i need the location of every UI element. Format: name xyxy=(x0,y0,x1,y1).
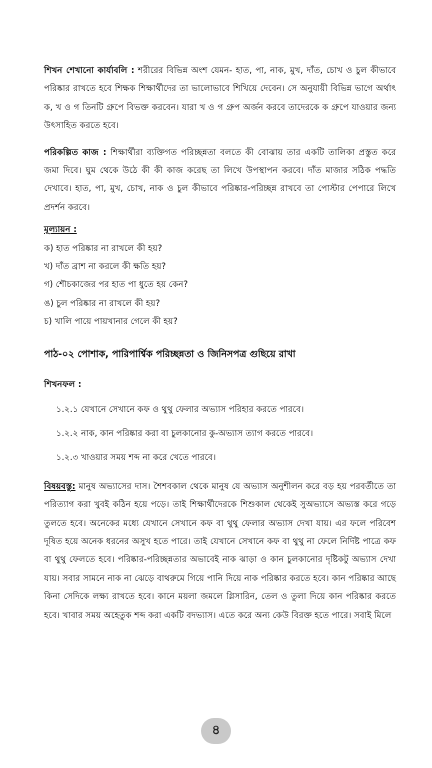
teaching-activities-text: শরীরের বিভিন্ন অংশ যেমন- হাত, পা, নাক, মুখ, দাঁত, চোখ ও চুল কীভাবে পরিষ্কার রাখতে হবে শিক্ষক শিক্ষার্থীদের তা ভালোভাবে শিখিয়ে দেবেন। সে অনুযায়ী বিভিন্ন ভাগে অর্থাৎ ক, খ ও গ তিনটি গ্রুপে বিভক্ত করবেন। যারা খ ও গ গ্রুপ অর্জন করবে তাদেরকে ক গ্রুপে যাওয়ার জন্য উৎসাহিত করতে হবে। xyxy=(44,66,396,132)
learning-outcomes-title: শিখনফল : xyxy=(44,380,82,391)
content-text: মানুষ অভ্যাসের দাস। শৈশবকাল থেকে মানুষ যে অভ্যাস অনুশীলন করে বড় হয় পরবর্তীতে তা পরিত্যাগ করা খুবই কঠিন হয়ে পড়ে। তাই শিক্ষার্থীদেরকে শিশুকাল থেকেই সুঅভ্যাসে অভ্যস্ত করে গড়ে তুলতে হবে। অনেকের মধ্যে যেখানে সেখানে কফ বা থুথু ফেলার অভ্যাস দেখা যায়। এর ফলে পরিবেশ দূষিত হয়ে অনেক ধরনের অসুখ হতে পারে। তাই যেখানে সেখানে কফ বা থুথু না ফেলে নির্দিষ্ট পাত্রে কফ বা থুথু ফেলতে হবে। পরিষ্কার-পরিচ্ছন্নতার অভাবেই নাক ঝাড়া ও কান চুলকানোর দৃষ্টিকটু অভ্যাস দেখা যায়। সবার সামনে নাক না ঝেড়ে বাথরুমে গিয়ে পানি দিয়ে নাক পরিষ্কার করতে হবে। কান পরিষ্কার আছে কিনা সেদিকে লক্ষ্য রাখতে হবে। কানে ময়লা জমলে গ্লিসারিন, তেল ও তুলা দিয়ে কান পরিষ্কার করতে হবে। খাবার সময় অহেতুক শব্দ করা একটি বদভ্যাস। এতে করে অন্য কেউ বিরক্ত হতে পারে। সবাই মিলে xyxy=(44,481,396,621)
chapter-title: পাঠ-০২ পোশাক, পারিপার্শ্বিক পরিচ্ছন্নতা ও জিনিসপত্র গুছিয়ে রাখা xyxy=(44,348,296,360)
planned-work-text: শিক্ষার্থীরা ব্যক্তিগত পরিচ্ছন্নতা বলতে কী বোঝায় তার একটি তালিকা প্রস্তুত করে জমা দিবে। ঘুম থেকে উঠে কী কী কাজ করেছ তা লিখে উপস্থাপন করবে। দাঁত মাজার সঠিক পদ্ধতি দেখাবে। হাত, পা, মুখ, চোখ, নাক ও চুল কীভাবে পরিষ্কার-পরিচ্ছন্ন রাখবে তা পোস্টার পেপারে লিখে প্রদর্শন করবে। xyxy=(44,147,396,213)
learning-outcome-item: ১.২.১ যেখানে সেখানে কফ ও থুথু ফেলার অভ্যাস পরিহার করতে পারবে। xyxy=(56,404,304,415)
evaluation-question: চ) খালি পায়ে পায়খানার গেলে কী হয়? xyxy=(44,317,178,328)
evaluation-question: গ) শৌচকাজের পর হাত পা ধুতে হয় কেন? xyxy=(44,280,188,291)
teaching-activities-paragraph xyxy=(44,62,396,136)
evaluation-question: খ) দাঁত ব্রাশ না করলে কী ক্ষতি হয়? xyxy=(44,262,166,273)
teaching-activities-heading: শিখন শেখানো কার্যাবলি : xyxy=(44,66,135,76)
planned-work-heading: পরিকল্পিত কাজ : xyxy=(44,147,107,158)
document-page xyxy=(44,62,396,625)
content-paragraph xyxy=(44,478,396,625)
learning-outcome-item: ১.২.২ নাক, কান পরিষ্কার করা বা চুলকানোর কু-অভ্যাস ত্যাগ করতে পারবে। xyxy=(56,428,314,439)
learning-outcome-item: ১.২.৩ খাওয়ার সময় শব্দ না করে খেতে পারবে। xyxy=(56,453,216,464)
evaluation-question: ক) হাত পরিষ্কার না রাখলে কী হয়? xyxy=(44,243,163,254)
evaluation-title: মূল্যায়ন : xyxy=(44,225,77,236)
evaluation-question: ঙ) চুল পরিষ্কার না রাখলে কী হয়? xyxy=(44,298,161,309)
planned-work-paragraph xyxy=(44,144,396,218)
page-number-badge: ৪ xyxy=(201,718,231,744)
content-heading: বিষয়বস্তু: xyxy=(44,481,76,492)
